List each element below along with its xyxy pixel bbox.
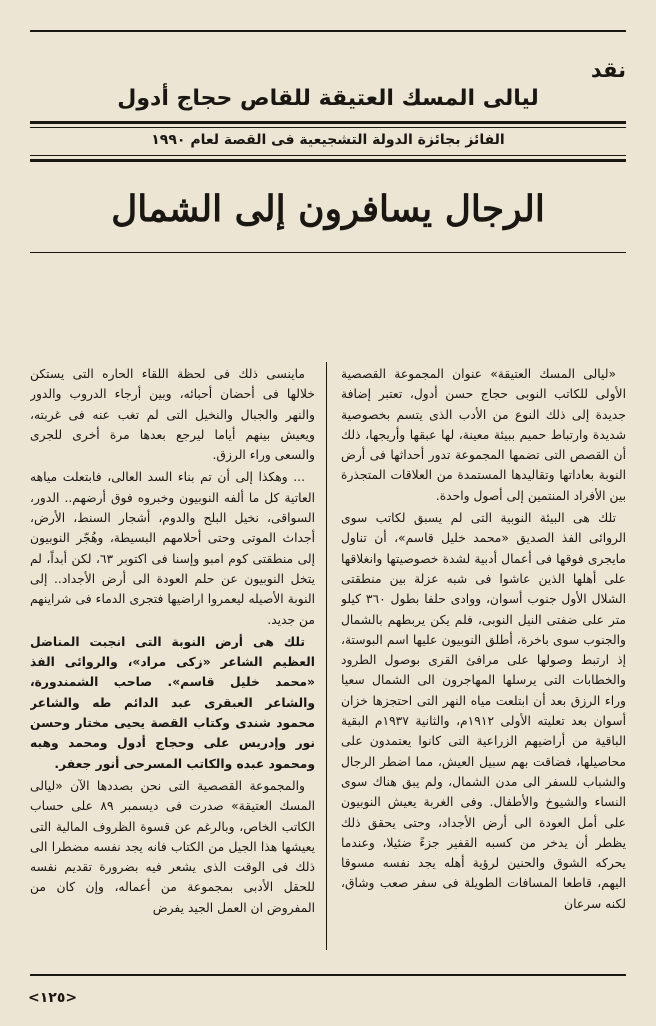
paragraph: والمجموعة القصصية التى نحن بصددها الآن «ليالى المسك العتيقة» صدرت فى ديسمبر ٨٩ على حساب الكاتب الخاص، وبالرغم عن قسوة الظروف المالية التى يعيشها هذا الجيل من الكتاب فانه يجد نفسه مضطرا الى ذلك فى الوقت الذى يشعر فيه بضرورة تقديم نفسه للحقل الأدبى بمجموعة من أعماله، وإن كان من المفروض ان العمل الجيد يفرض: [30, 778, 315, 915]
bottom-rule: [30, 974, 626, 976]
book-title: ليالى المسك العتيقة للقاص حجاج أدول: [117, 86, 539, 111]
award-rule-upper: [30, 155, 626, 156]
paragraph: «ليالى المسك العتيقة» عنوان المجموعة القصصية الأولى للكاتب النوبى حجاج حسن أدول، تعتبر إضافة جديدة إلى ذلك النوع من الأدب الذى يتسم بخصوصية شديدة وارتباط حميم ببيئة معينة، لها عبقها وأريجها، ذلك أن القصص التى تضمها المجموعة تدور أحداثها فى أرض النوبة بعاداتها وتقاليدها المستمدة من العلاقات المتجذرة بين الأفراد المنتمين إلى أصول واحدة.: [341, 367, 626, 503]
paragraph: ... وهكذا إلى أن تم بناء السد العالى، فابتعلت مياهه العاتية كل ما ألفه النوبيون وخبروه فوق أرضهم.. الدور، السواقى، نخيل البلح والدوم، أشجار السنط، الأرض، أجداث الموتى وحتى أحلامهم البسيطة، وهُجّر النوبيون إلى منطقتى كوم امبو وإسنا فى اكتوبر ٦٣، لكن أبداً، لم يتخل النوبيون عن حلم العودة الى أرض الأجداد.. إلى النوبة الأصيله ليعمروا اراضيها فتجرى الدماء فى شراينهم من جديد.: [30, 470, 315, 627]
headline-rule: [30, 252, 626, 253]
paragraph: ماينسى ذلك فى لحظة اللقاء الحاره التى يستكن خلالها فى أحضان أحبائه، وبين أرجاء الدروب والدور والنهر والجبال والنخيل التى لم تغب عنه فى غربته، ويعيش بينهم أياما ليرجع بعدها مرة أخرى للجرى والسعى وراء الرزق.: [30, 367, 315, 463]
article-column-left: [30, 364, 315, 946]
title-rule-upper: [30, 121, 626, 124]
page-number: <١٢٥>: [28, 990, 78, 1006]
award-line: الفائز بجائزة الدولة التشجيعية فى القصة لعام ١٩٩٠: [151, 132, 505, 148]
article-headline: الرجال يسافرون إلى الشمال: [111, 188, 545, 230]
title-rule-lower: [30, 127, 626, 128]
paragraph: تلك هى البيئة النوبية التى لم يسبق لكاتب سوى الروائى الفذ الصديق «محمد خليل قاسم»، أن تناول مايجرى فوقها فى أعمال أدبية لشدة خصوصيتها وانغلاقها على أهلها الذين عاشوا فى شبه عزلة بين منطقتى الشلال الأول جنوب أسوان، ووادى حلفا بطول ٣٦٠ كيلو متر على ضفتى النيل النوبى، فلم يكن يربطهم بالشمال والجنوب سوى باخرة، أطلق النوبيون عليها اسم البوستة، إذ ارتبط وصولها على مرافئ القرى بوصول الطرود والخطابات التى يرسلها المهاجرون الى الشمال سعيا وراء الرزق بعد أن ابتلعت مياه النهر التى احتجزها خزان أسوان بعد تعليته الأولى ١٩١٢م، والثانية ١٩٣٧م البقية الباقية من أراضيهم الزراعية التى كانوا يعتمدون على محاصيلها، فضاقت بهم سبيل العيش، مما اضطر الرجال والشباب للسفر الى مدن الشمال، ولم يبق هناك سوى النساء والشيوخ والأطفال. وفى الغربة يعيش النوبيون على أمل العودة الى أرض الأجداد، وحتى يحقق ذلك يظطر أن يدخر من كسبه القفير جزءً ضئيلا، وعندما يحركه الشوق والحنين لرؤية أهله يجد نفسه مسوقا اليهم، قاطعا المسافات الطويلة فى سفر صعب وشاق، لكنه سرعان: [341, 511, 626, 911]
section-label: نقد: [590, 58, 626, 82]
paragraph: تلك هى أرض النوبة التى انجبت المناضل العظيم الشاعر «زكى مراد»، والروائى الفذ «محمد خليل قاسم». صاحب الشمندورة، والشاعر العبقرى عبد الدائم طه والشاعر محمود شندى وكتاب القصة يحيى مختار وحسن نور وإدريس على وحجاج أدول ومحمد وهبه ومحمود عبده والكاتب المسرحى أنور جعفر.: [30, 634, 315, 771]
top-rule: [30, 30, 626, 32]
column-divider: [326, 362, 327, 950]
article-column-right: [341, 364, 626, 946]
award-rule-lower: [30, 159, 626, 162]
